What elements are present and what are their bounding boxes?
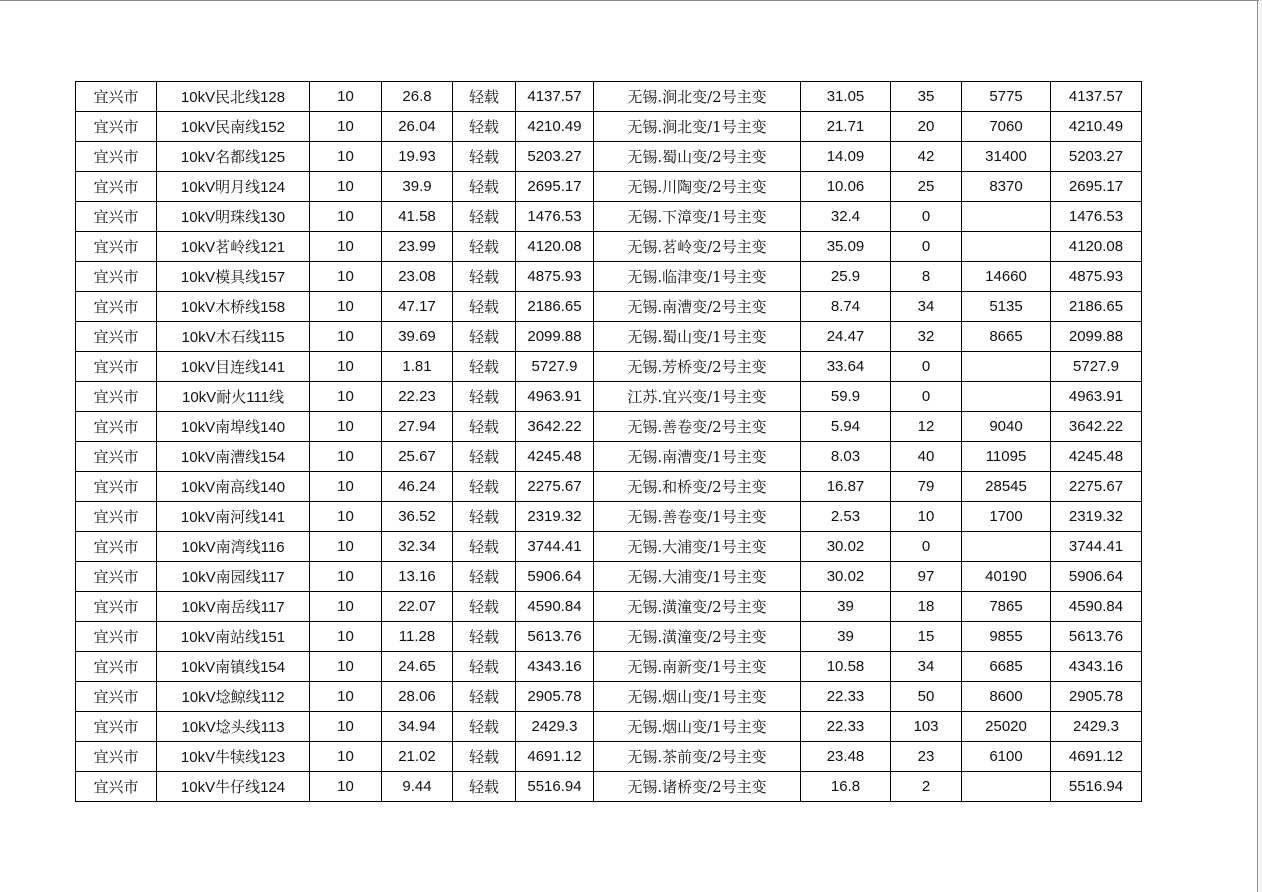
cell-user-capacity: 5135	[962, 292, 1051, 322]
cell-capacity: 4963.91	[516, 382, 594, 412]
cell-capacity: 5613.76	[516, 622, 594, 652]
cell-user-capacity: 6100	[962, 742, 1051, 772]
cell-voltage: 10	[310, 322, 382, 352]
cell-available-capacity: 4210.49	[1051, 112, 1142, 142]
cell-line-name: 10kV南湾线116	[157, 532, 310, 562]
cell-load-rate: 39.9	[382, 172, 453, 202]
cell-substation: 无锡.大浦变/1号主变	[594, 532, 801, 562]
cell-line-name: 10kV民北线128	[157, 82, 310, 112]
cell-load-status: 轻载	[453, 412, 516, 442]
cell-available-capacity: 2275.67	[1051, 472, 1142, 502]
cell-user-count: 12	[891, 412, 962, 442]
cell-transformer-load-rate: 23.48	[801, 742, 891, 772]
data-table	[75, 81, 1142, 802]
cell-user-capacity: 9855	[962, 622, 1051, 652]
cell-transformer-load-rate: 25.9	[801, 262, 891, 292]
cell-substation: 无锡.南漕变/2号主变	[594, 292, 801, 322]
cell-load-status: 轻载	[453, 382, 516, 412]
cell-user-capacity: 5775	[962, 82, 1051, 112]
cell-user-count: 34	[891, 292, 962, 322]
cell-capacity: 5516.94	[516, 772, 594, 802]
cell-load-rate: 23.99	[382, 232, 453, 262]
cell-transformer-load-rate: 16.8	[801, 772, 891, 802]
cell-line-name: 10kV南高线140	[157, 472, 310, 502]
cell-capacity: 2695.17	[516, 172, 594, 202]
table-row	[76, 232, 1142, 262]
cell-load-status: 轻载	[453, 742, 516, 772]
cell-substation: 无锡.南新变/1号主变	[594, 652, 801, 682]
table-row	[76, 532, 1142, 562]
table-row	[76, 562, 1142, 592]
table-body	[76, 82, 1142, 802]
cell-capacity: 1476.53	[516, 202, 594, 232]
cell-substation: 无锡.下漳变/1号主变	[594, 202, 801, 232]
cell-line-name: 10kV埝鲸线112	[157, 682, 310, 712]
table-row	[76, 712, 1142, 742]
cell-available-capacity: 4875.93	[1051, 262, 1142, 292]
cell-user-count: 0	[891, 352, 962, 382]
cell-transformer-load-rate: 30.02	[801, 562, 891, 592]
cell-substation: 江苏.宜兴变/1号主变	[594, 382, 801, 412]
cell-user-count: 0	[891, 532, 962, 562]
cell-voltage: 10	[310, 502, 382, 532]
cell-load-rate: 19.93	[382, 142, 453, 172]
cell-user-capacity: 7060	[962, 112, 1051, 142]
cell-voltage: 10	[310, 682, 382, 712]
table-row	[76, 262, 1142, 292]
cell-load-rate: 39.69	[382, 322, 453, 352]
cell-substation: 无锡.茶前变/2号主变	[594, 742, 801, 772]
cell-load-rate: 25.67	[382, 442, 453, 472]
cell-capacity: 2275.67	[516, 472, 594, 502]
cell-user-count: 50	[891, 682, 962, 712]
cell-city: 宜兴市	[76, 442, 157, 472]
table-row	[76, 142, 1142, 172]
cell-user-count: 18	[891, 592, 962, 622]
cell-capacity: 4245.48	[516, 442, 594, 472]
cell-line-name: 10kV南漕线154	[157, 442, 310, 472]
page-top-edge	[0, 0, 1262, 1]
cell-load-rate: 47.17	[382, 292, 453, 322]
cell-line-name: 10kV南岳线117	[157, 592, 310, 622]
cell-voltage: 10	[310, 442, 382, 472]
cell-city: 宜兴市	[76, 622, 157, 652]
cell-user-count: 40	[891, 442, 962, 472]
cell-transformer-load-rate: 10.06	[801, 172, 891, 202]
cell-load-status: 轻载	[453, 322, 516, 352]
cell-line-name: 10kV目连线141	[157, 352, 310, 382]
cell-user-capacity: 8665	[962, 322, 1051, 352]
cell-substation: 无锡.善卷变/2号主变	[594, 412, 801, 442]
cell-capacity: 2186.65	[516, 292, 594, 322]
cell-line-name: 10kV南镇线154	[157, 652, 310, 682]
cell-line-name: 10kV埝头线113	[157, 712, 310, 742]
cell-load-rate: 26.04	[382, 112, 453, 142]
cell-available-capacity: 1476.53	[1051, 202, 1142, 232]
cell-available-capacity: 3642.22	[1051, 412, 1142, 442]
cell-transformer-load-rate: 8.03	[801, 442, 891, 472]
table-row	[76, 772, 1142, 802]
cell-line-name: 10kV民南线152	[157, 112, 310, 142]
cell-available-capacity: 2099.88	[1051, 322, 1142, 352]
cell-capacity: 2429.3	[516, 712, 594, 742]
cell-user-capacity	[962, 202, 1051, 232]
cell-user-count: 0	[891, 382, 962, 412]
cell-available-capacity: 4590.84	[1051, 592, 1142, 622]
cell-available-capacity: 5613.76	[1051, 622, 1142, 652]
cell-capacity: 3744.41	[516, 532, 594, 562]
cell-load-status: 轻载	[453, 622, 516, 652]
cell-substation: 无锡.烟山变/1号主变	[594, 712, 801, 742]
table-row	[76, 352, 1142, 382]
table-row	[76, 322, 1142, 352]
table-row	[76, 592, 1142, 622]
cell-load-status: 轻载	[453, 532, 516, 562]
cell-city: 宜兴市	[76, 412, 157, 442]
cell-transformer-load-rate: 2.53	[801, 502, 891, 532]
cell-city: 宜兴市	[76, 202, 157, 232]
cell-voltage: 10	[310, 292, 382, 322]
cell-available-capacity: 3744.41	[1051, 532, 1142, 562]
cell-substation: 无锡.蜀山变/2号主变	[594, 142, 801, 172]
cell-capacity: 4875.93	[516, 262, 594, 292]
table-row	[76, 202, 1142, 232]
cell-voltage: 10	[310, 352, 382, 382]
cell-transformer-load-rate: 24.47	[801, 322, 891, 352]
cell-city: 宜兴市	[76, 682, 157, 712]
cell-user-count: 10	[891, 502, 962, 532]
cell-city: 宜兴市	[76, 382, 157, 412]
cell-load-status: 轻载	[453, 172, 516, 202]
cell-user-capacity	[962, 772, 1051, 802]
cell-city: 宜兴市	[76, 82, 157, 112]
cell-line-name: 10kV南站线151	[157, 622, 310, 652]
table-row	[76, 112, 1142, 142]
cell-line-name: 10kV牛犊线123	[157, 742, 310, 772]
cell-load-rate: 41.58	[382, 202, 453, 232]
cell-load-status: 轻载	[453, 652, 516, 682]
cell-user-count: 97	[891, 562, 962, 592]
table-row	[76, 172, 1142, 202]
cell-city: 宜兴市	[76, 592, 157, 622]
cell-load-status: 轻载	[453, 772, 516, 802]
cell-user-capacity: 8370	[962, 172, 1051, 202]
cell-available-capacity: 2695.17	[1051, 172, 1142, 202]
cell-substation: 无锡.芳桥变/2号主变	[594, 352, 801, 382]
cell-voltage: 10	[310, 562, 382, 592]
cell-transformer-load-rate: 30.02	[801, 532, 891, 562]
cell-available-capacity: 4963.91	[1051, 382, 1142, 412]
cell-capacity: 4210.49	[516, 112, 594, 142]
cell-city: 宜兴市	[76, 652, 157, 682]
cell-capacity: 4691.12	[516, 742, 594, 772]
cell-capacity: 2099.88	[516, 322, 594, 352]
cell-transformer-load-rate: 32.4	[801, 202, 891, 232]
table-row	[76, 442, 1142, 472]
cell-user-count: 15	[891, 622, 962, 652]
cell-load-status: 轻载	[453, 112, 516, 142]
cell-transformer-load-rate: 22.33	[801, 712, 891, 742]
cell-load-rate: 11.28	[382, 622, 453, 652]
cell-load-rate: 22.23	[382, 382, 453, 412]
cell-voltage: 10	[310, 622, 382, 652]
cell-capacity: 3642.22	[516, 412, 594, 442]
cell-load-status: 轻载	[453, 562, 516, 592]
cell-substation: 无锡.临津变/1号主变	[594, 262, 801, 292]
cell-voltage: 10	[310, 652, 382, 682]
cell-line-name: 10kV南园线117	[157, 562, 310, 592]
cell-city: 宜兴市	[76, 742, 157, 772]
cell-user-count: 25	[891, 172, 962, 202]
cell-load-rate: 27.94	[382, 412, 453, 442]
cell-voltage: 10	[310, 82, 382, 112]
cell-user-count: 35	[891, 82, 962, 112]
cell-voltage: 10	[310, 592, 382, 622]
cell-capacity: 2905.78	[516, 682, 594, 712]
cell-substation: 无锡.善卷变/1号主变	[594, 502, 801, 532]
cell-available-capacity: 4343.16	[1051, 652, 1142, 682]
cell-voltage: 10	[310, 472, 382, 502]
cell-substation: 无锡.川陶变/2号主变	[594, 172, 801, 202]
cell-user-count: 42	[891, 142, 962, 172]
cell-load-status: 轻载	[453, 442, 516, 472]
cell-user-capacity: 1700	[962, 502, 1051, 532]
cell-transformer-load-rate: 16.87	[801, 472, 891, 502]
cell-substation: 无锡.潢潼变/2号主变	[594, 592, 801, 622]
cell-available-capacity: 2186.65	[1051, 292, 1142, 322]
table-row	[76, 412, 1142, 442]
cell-substation: 无锡.潢潼变/2号主变	[594, 622, 801, 652]
cell-city: 宜兴市	[76, 472, 157, 502]
cell-load-rate: 26.8	[382, 82, 453, 112]
cell-city: 宜兴市	[76, 292, 157, 322]
cell-user-count: 8	[891, 262, 962, 292]
cell-capacity: 4343.16	[516, 652, 594, 682]
cell-line-name: 10kV耐火111线	[157, 382, 310, 412]
cell-city: 宜兴市	[76, 142, 157, 172]
cell-line-name: 10kV明月线124	[157, 172, 310, 202]
cell-user-capacity: 7865	[962, 592, 1051, 622]
cell-city: 宜兴市	[76, 502, 157, 532]
cell-capacity: 5203.27	[516, 142, 594, 172]
cell-voltage: 10	[310, 232, 382, 262]
cell-transformer-load-rate: 10.58	[801, 652, 891, 682]
cell-user-count: 23	[891, 742, 962, 772]
cell-substation: 无锡.烟山变/1号主变	[594, 682, 801, 712]
cell-user-capacity: 8600	[962, 682, 1051, 712]
table-row	[76, 292, 1142, 322]
cell-available-capacity: 2905.78	[1051, 682, 1142, 712]
cell-voltage: 10	[310, 142, 382, 172]
cell-city: 宜兴市	[76, 562, 157, 592]
cell-substation: 无锡.和桥变/2号主变	[594, 472, 801, 502]
cell-voltage: 10	[310, 772, 382, 802]
cell-load-status: 轻载	[453, 592, 516, 622]
cell-available-capacity: 5516.94	[1051, 772, 1142, 802]
cell-voltage: 10	[310, 172, 382, 202]
cell-available-capacity: 2429.3	[1051, 712, 1142, 742]
cell-transformer-load-rate: 33.64	[801, 352, 891, 382]
cell-load-rate: 21.02	[382, 742, 453, 772]
cell-substation: 无锡.蜀山变/1号主变	[594, 322, 801, 352]
cell-capacity: 5727.9	[516, 352, 594, 382]
cell-user-capacity: 14660	[962, 262, 1051, 292]
cell-load-rate: 28.06	[382, 682, 453, 712]
cell-load-status: 轻载	[453, 682, 516, 712]
cell-substation: 无锡.茗岭变/2号主变	[594, 232, 801, 262]
cell-load-status: 轻载	[453, 262, 516, 292]
cell-capacity: 5906.64	[516, 562, 594, 592]
cell-line-name: 10kV南河线141	[157, 502, 310, 532]
cell-city: 宜兴市	[76, 352, 157, 382]
cell-transformer-load-rate: 31.05	[801, 82, 891, 112]
cell-substation: 无锡.诸桥变/2号主变	[594, 772, 801, 802]
cell-user-capacity: 40190	[962, 562, 1051, 592]
table-row	[76, 742, 1142, 772]
cell-transformer-load-rate: 35.09	[801, 232, 891, 262]
cell-load-status: 轻载	[453, 712, 516, 742]
table-row	[76, 472, 1142, 502]
cell-city: 宜兴市	[76, 262, 157, 292]
table-row	[76, 382, 1142, 412]
cell-load-status: 轻载	[453, 82, 516, 112]
cell-user-capacity: 6685	[962, 652, 1051, 682]
table-row	[76, 682, 1142, 712]
cell-load-rate: 34.94	[382, 712, 453, 742]
cell-available-capacity: 4245.48	[1051, 442, 1142, 472]
cell-substation: 无锡.涧北变/1号主变	[594, 112, 801, 142]
cell-capacity: 2319.32	[516, 502, 594, 532]
cell-line-name: 10kV木桥线158	[157, 292, 310, 322]
table-row	[76, 82, 1142, 112]
cell-city: 宜兴市	[76, 112, 157, 142]
cell-user-capacity: 11095	[962, 442, 1051, 472]
cell-available-capacity: 5203.27	[1051, 142, 1142, 172]
cell-capacity: 4590.84	[516, 592, 594, 622]
cell-user-capacity	[962, 352, 1051, 382]
cell-voltage: 10	[310, 202, 382, 232]
cell-line-name: 10kV牛仔线124	[157, 772, 310, 802]
cell-city: 宜兴市	[76, 772, 157, 802]
cell-load-status: 轻载	[453, 502, 516, 532]
cell-load-status: 轻载	[453, 142, 516, 172]
cell-available-capacity: 5906.64	[1051, 562, 1142, 592]
cell-user-count: 34	[891, 652, 962, 682]
cell-load-status: 轻载	[453, 232, 516, 262]
cell-transformer-load-rate: 14.09	[801, 142, 891, 172]
cell-user-capacity: 25020	[962, 712, 1051, 742]
cell-load-status: 轻载	[453, 202, 516, 232]
cell-load-status: 轻载	[453, 292, 516, 322]
cell-voltage: 10	[310, 382, 382, 412]
cell-voltage: 10	[310, 712, 382, 742]
cell-user-capacity: 28545	[962, 472, 1051, 502]
cell-user-count: 79	[891, 472, 962, 502]
cell-city: 宜兴市	[76, 322, 157, 352]
cell-load-rate: 13.16	[382, 562, 453, 592]
cell-substation: 无锡.涧北变/2号主变	[594, 82, 801, 112]
cell-line-name: 10kV模具线157	[157, 262, 310, 292]
cell-load-status: 轻载	[453, 472, 516, 502]
cell-substation: 无锡.大浦变/1号主变	[594, 562, 801, 592]
cell-voltage: 10	[310, 742, 382, 772]
cell-transformer-load-rate: 39	[801, 622, 891, 652]
cell-available-capacity: 4120.08	[1051, 232, 1142, 262]
cell-transformer-load-rate: 39	[801, 592, 891, 622]
cell-user-count: 20	[891, 112, 962, 142]
cell-load-rate: 22.07	[382, 592, 453, 622]
cell-transformer-load-rate: 5.94	[801, 412, 891, 442]
cell-user-capacity: 31400	[962, 142, 1051, 172]
page-right-edge	[1257, 0, 1258, 892]
cell-city: 宜兴市	[76, 232, 157, 262]
cell-available-capacity: 4691.12	[1051, 742, 1142, 772]
cell-load-rate: 23.08	[382, 262, 453, 292]
cell-load-rate: 9.44	[382, 772, 453, 802]
cell-line-name: 10kV木石线115	[157, 322, 310, 352]
cell-available-capacity: 5727.9	[1051, 352, 1142, 382]
cell-city: 宜兴市	[76, 712, 157, 742]
cell-available-capacity: 4137.57	[1051, 82, 1142, 112]
cell-voltage: 10	[310, 532, 382, 562]
cell-transformer-load-rate: 21.71	[801, 112, 891, 142]
cell-user-count: 0	[891, 202, 962, 232]
cell-transformer-load-rate: 59.9	[801, 382, 891, 412]
table-row	[76, 502, 1142, 532]
cell-capacity: 4137.57	[516, 82, 594, 112]
cell-capacity: 4120.08	[516, 232, 594, 262]
cell-substation: 无锡.南漕变/1号主变	[594, 442, 801, 472]
cell-load-status: 轻载	[453, 352, 516, 382]
cell-user-count: 0	[891, 232, 962, 262]
cell-load-rate: 24.65	[382, 652, 453, 682]
cell-available-capacity: 2319.32	[1051, 502, 1142, 532]
cell-line-name: 10kV南埠线140	[157, 412, 310, 442]
cell-voltage: 10	[310, 412, 382, 442]
cell-user-count: 2	[891, 772, 962, 802]
cell-user-capacity	[962, 532, 1051, 562]
cell-line-name: 10kV茗岭线121	[157, 232, 310, 262]
table-row	[76, 622, 1142, 652]
cell-city: 宜兴市	[76, 172, 157, 202]
cell-load-rate: 46.24	[382, 472, 453, 502]
cell-user-capacity	[962, 232, 1051, 262]
table-row	[76, 652, 1142, 682]
cell-line-name: 10kV明珠线130	[157, 202, 310, 232]
cell-user-capacity	[962, 382, 1051, 412]
cell-load-rate: 32.34	[382, 532, 453, 562]
cell-user-count: 32	[891, 322, 962, 352]
cell-transformer-load-rate: 8.74	[801, 292, 891, 322]
cell-load-rate: 36.52	[382, 502, 453, 532]
cell-voltage: 10	[310, 112, 382, 142]
cell-user-count: 103	[891, 712, 962, 742]
cell-city: 宜兴市	[76, 532, 157, 562]
cell-transformer-load-rate: 22.33	[801, 682, 891, 712]
cell-voltage: 10	[310, 262, 382, 292]
cell-user-capacity: 9040	[962, 412, 1051, 442]
cell-line-name: 10kV名都线125	[157, 142, 310, 172]
cell-load-rate: 1.81	[382, 352, 453, 382]
